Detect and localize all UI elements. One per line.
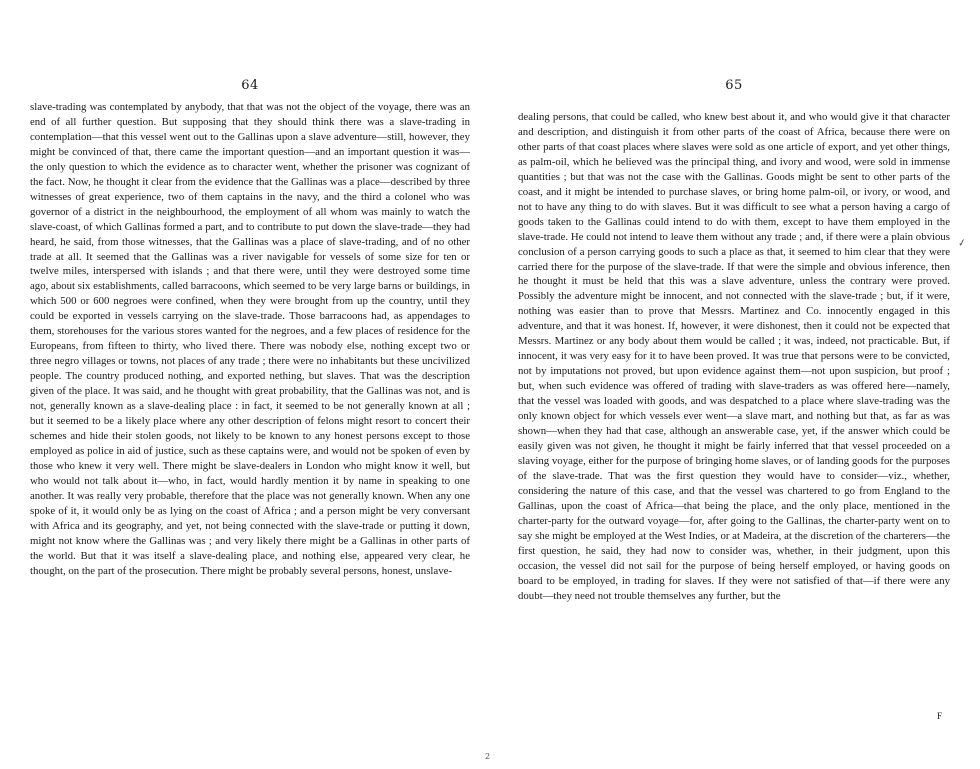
- margin-check-mark: ✓: [956, 237, 968, 250]
- gutter-mark: 2: [485, 752, 491, 761]
- right-page-body-text: dealing persons, that could be called, who knew best about it, and who would give it that character and description, and distinguish it from other parts of the coast of Africa, because there were on other parts of that coast places where slaves were sold as one article of export, and yet other things, as palm-oil, which he believed was the principal thing, and ivory and wood, were sold in immense quantities ; but that was not the case with the Gallinas. Goods might be sent to other parts of the coast, and it might be intended to purchase slaves, or bring home palm-oil, or ivory, or wood, and not to have any thing to do with slaves. But it was difficult to see what a person having a cargo of goods taken to the Gallinas could intend to do with them, except to have them employed in the slave-trade. He could not intend to leave them without any trade ; and, if there were a plain obvious conclusion of a person carrying goods to such a place as that, it seemed to him clear that they were carried there for the purpose of the slave-trade. If that were the simple and obvious inference, then he thought it must be held that this was a slave adventure, unless the contrary were proved. Possibly the adventure might be innocent, and not connected with the slave-trade ; but, if it were, nothing was easier than to prove that Messrs. Martinez and Co. innocently engaged in this adventure, and that it was honest. If, however, it were dishonest, then it could not be expected that Messrs. Martinez or any body about them would be called ; it was, indeed, not practicable. But, if innocent, it was very easy for it to have been proved. It was true that persons were to be convicted, not by imputations not proved, but upon evidence against them—not upon suspicion, but proof ; but, when such evidence was offered of trading with slave-traders as was offered here—namely, that the vessel was loaded with goods, and was despatched to a place where slave-trading was the only known object for which vessels ever went—a slave mart, and nothing but that, as far as was shown—when they had that case, although an answerable case, yet, if the answer which could be easily given was not given, he thought it might be fairly inferred that that vessel proceeded on a slaving voyage, either for the purpose of bringing home slaves, or of landing goods for the purposes of the slave-trade. That was the first question they would have to consider—viz., whether, considering the nature of this case, and that the vessel was chartered to go from England to the Gallinas, upon the coast of Africa—that being the place, and the only place, mentioned in the charter-party for the outward voyage—for, after going to the Gallinas, the charter-party went on to say she might be employed at the West Indies, or at Madeira, at the discretion of the charterers—the first question, he said, they had now to consider was, whether, in their judgment, upon this occasion, the vessel did not sail for the purpose of being herself employed, or having goods on board to be employed, in trading for slaves. If they were not satisfied of that—if there were any doubt—they need not trouble themselves any further, but the: [518, 111, 950, 602]
- left-page-body-text: slave-trading was contemplated by anybody, that that was not the object of the voyage, there was an end of all further question. But supposing that they should think there was a slave-trading in contemplation—that this vessel went out to the Gallinas upon a slave adventure—still, however, they might be convinced of that, there came the important question—and an important question it was—the only question to which the evidence as to character went, whether the prisoner was cognizant of the fact. Now, he thought it clear from the evidence that the Gallinas was a place—described by three witnesses of great experience, two of them captains in the navy, and the third a colonel who was governor of a district in the neighbourhood, the employment of all whom was mainly to watch the slave-coast, of which Gallinas formed a part, and to contribute to put down the slave-trade—they had heard, he said, from those witnesses, that the Gallinas was a place of slave-trading, and of no other trade at all. It seemed that the Gallinas was a river navigable for vessels of some size for ten or twelve miles, interspersed with islands ; and that there were, until they were destroyed some time ago, about six establishments, called barracoons, which seemed to be very large barns or buildings, in which 500 or 600 negroes were confined, when they were brought from up the country, until they could be exported in vessels carrying on the slave-trade. Those barracoons had, as appendages to them, storehouses for the various stores wanted for the negroes, and a few places of residence for the Europeans, from fifteen to thirty, who lived there. There was nobody else, nothing except two or three negro villages or towns, not places of any trade ; there were no inhabitants but these uncivilized people. The country produced nothing, and exported nething, but slaves. That was the description given of the place. It was said, and he thought with great probability, that the Gallinas was not, and is not, generally known as a slave-dealing place : in fact, it seemed to be not generally known at all ; but it seemed to be a likely place where any other description of felons might resort to concert their schemes and hide their stolen goods, not likely to be known to any honest persons except to those employed as police in aid of justice, such as these captains were, and would not be spoken of even by those who knew it very well. There might be slave-dealers in London who might know it well, but who would not talk about it—who, in fact, would hardly mention it by name in speaking to one another. It was really very probable, therefore that the place was not generally known. When any one spoke of it, it would only be as lying on the coast of Africa ; and a person might be very conversant with Africa and its geography, and yet, not being connected with the slave-trade or putting it down, might not know where the Gallinas was ; and very likely there might be a Gallinas in other parts of the world. But that it was itself a slave-dealing place, and nothing else, appeared very clear, he thought, on the part of the prosecution. There might be probably several persons, honest, unslave-: [30, 101, 470, 577]
- signature-mark: F: [936, 711, 942, 721]
- left-page: [30, 0, 470, 769]
- right-page: [518, 0, 950, 769]
- page-number-left: 64: [241, 78, 259, 93]
- page-number-right: 65: [725, 78, 743, 93]
